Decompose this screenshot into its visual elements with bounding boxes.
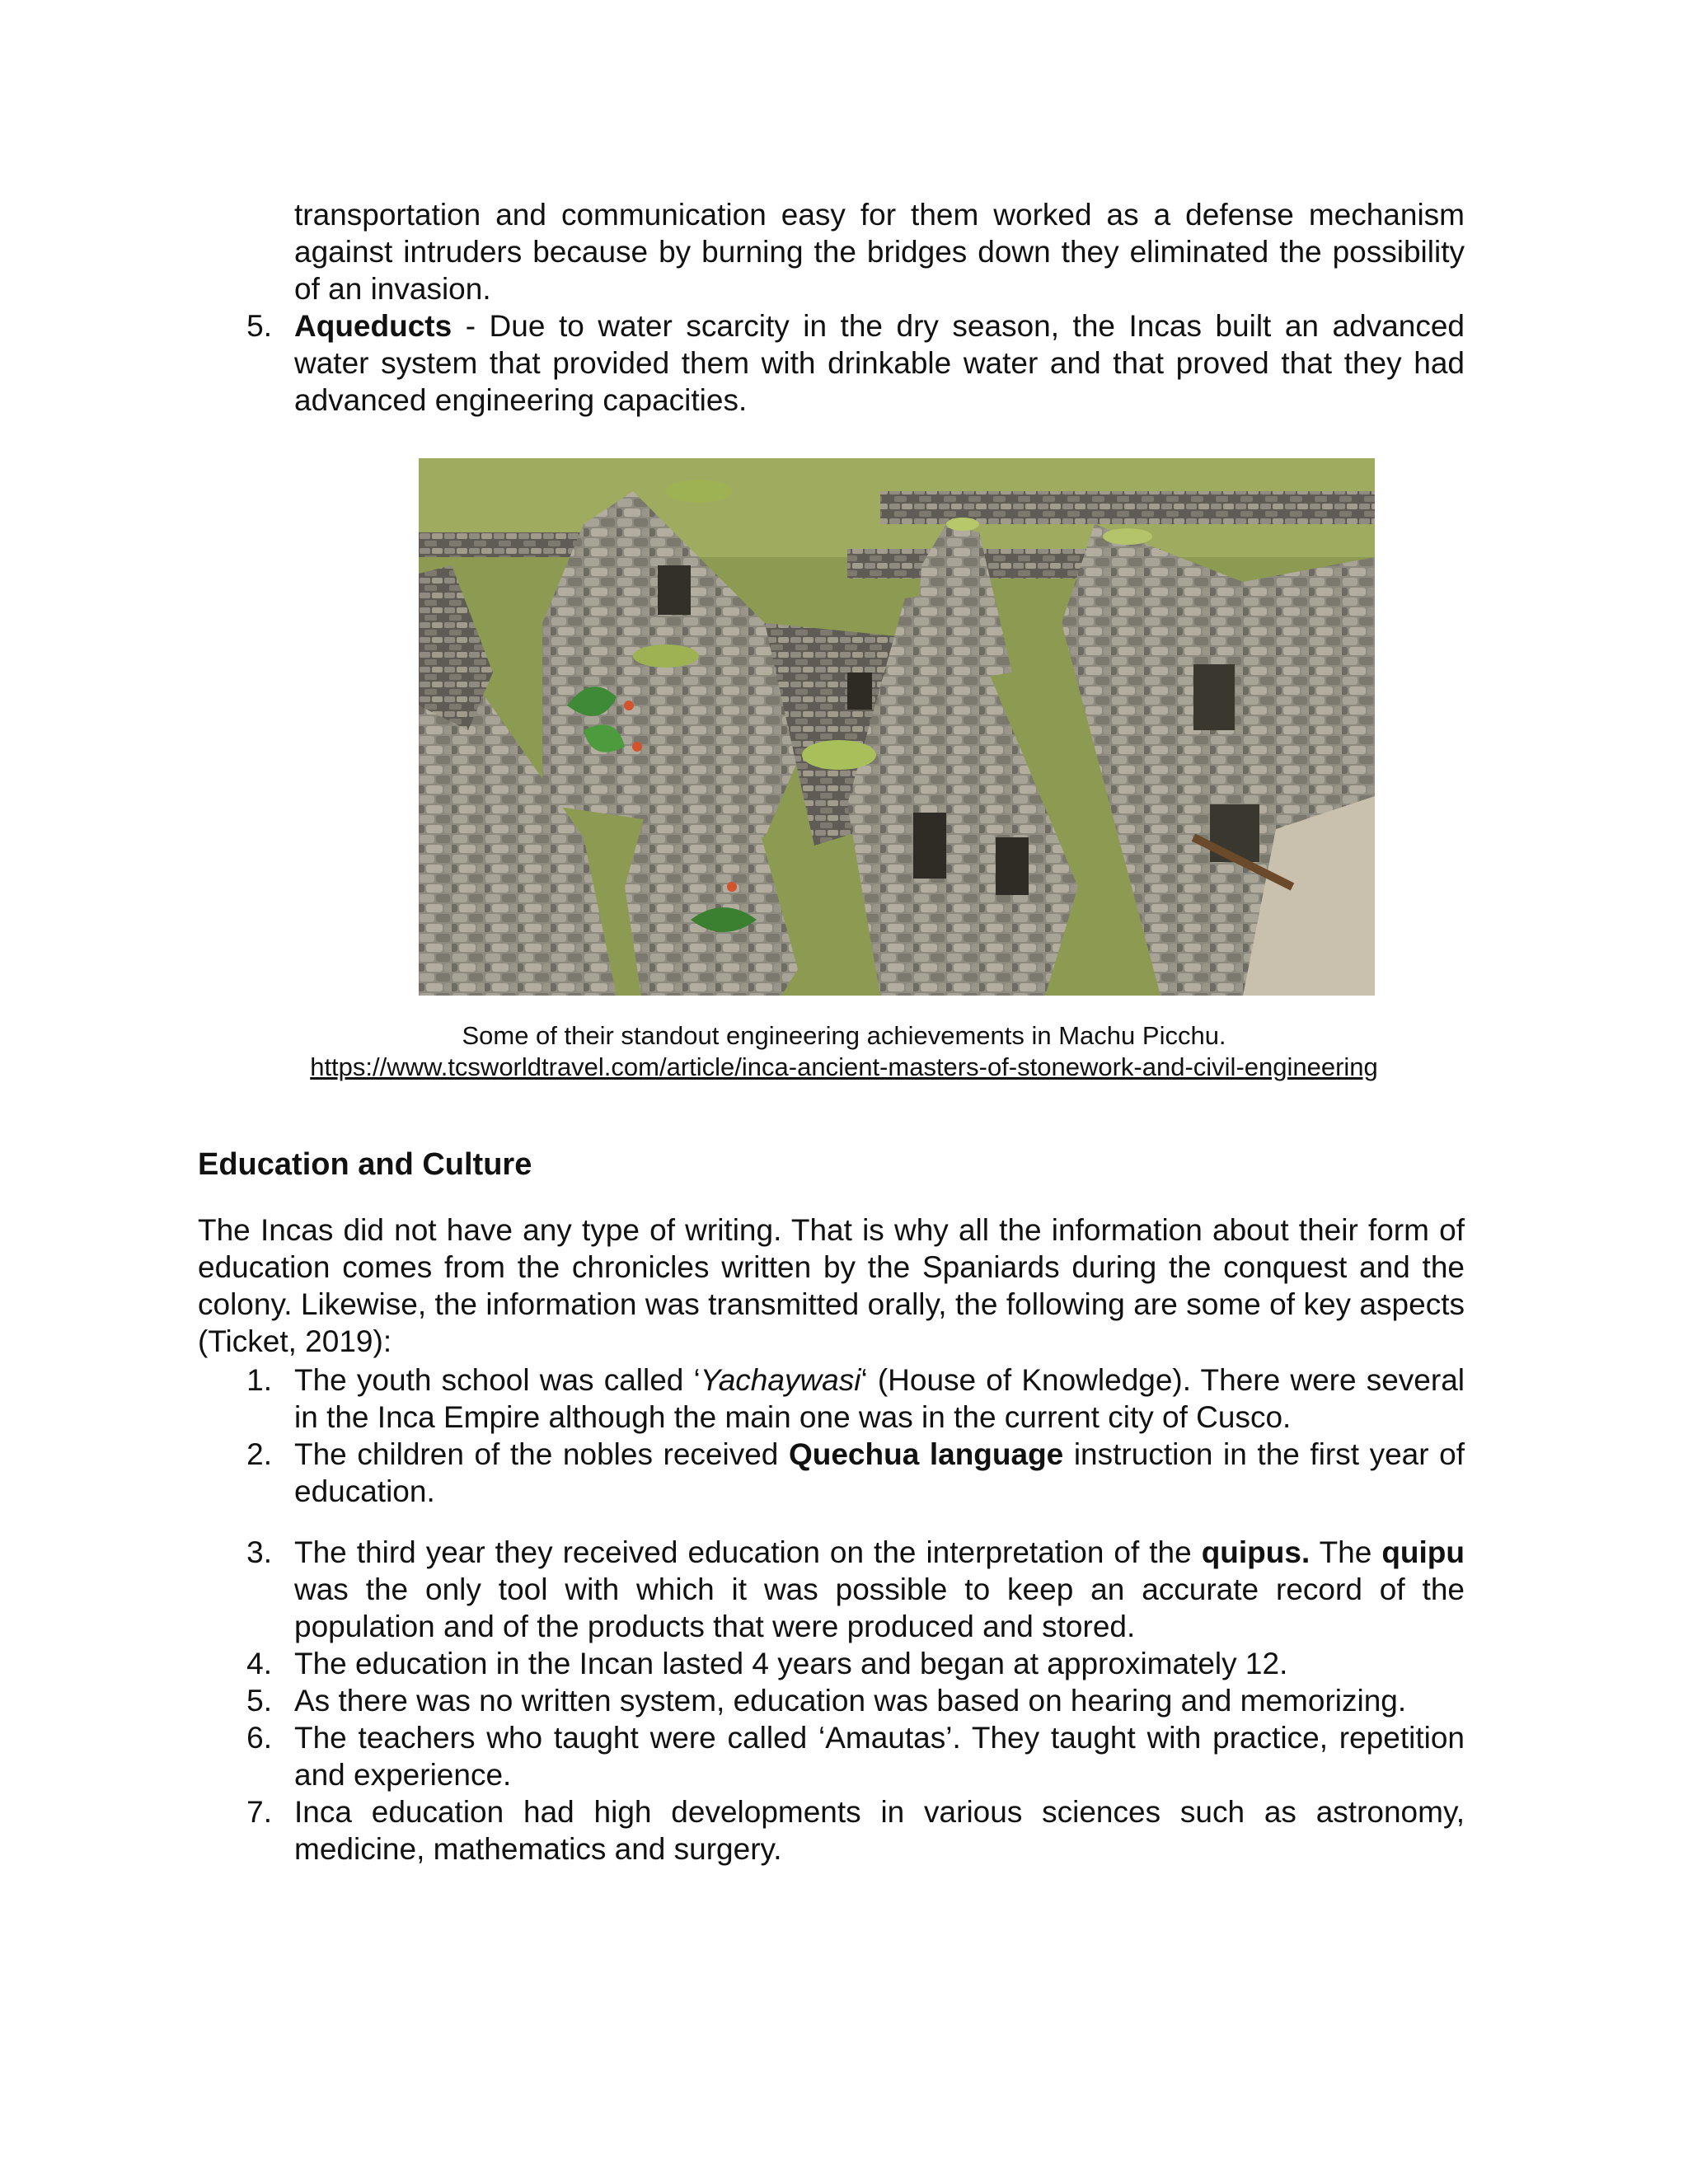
list-item: Inca education had high developments in various sciences such as astronomy, medicine, mathematics and surgery. xyxy=(294,1795,1465,1866)
list-number: 5. xyxy=(246,1684,272,1718)
quipu-term: quipu xyxy=(1381,1535,1465,1569)
figure-caption: Some of their standout engineering achievements in Machu Picchu. xyxy=(462,1021,1226,1050)
quechua-term: Quechua language xyxy=(788,1437,1064,1471)
list-number: 5. xyxy=(246,309,272,343)
source-link[interactable]: https://www.tcsworldtravel.com/article/inca-ancient-masters-of-stonework-and-civil-engineering xyxy=(310,1052,1378,1081)
list-item-text: The third year they received education on the interpretation of the xyxy=(294,1535,1202,1569)
list-item xyxy=(294,1436,1465,1510)
list-number: 6. xyxy=(246,1721,272,1755)
intro-continuation: transportation and communication easy for them worked as a defense mechanism against intruders because by burning the bridges down they eliminated the possibility of an invasion. xyxy=(294,198,1465,306)
list-number: 2. xyxy=(246,1437,272,1471)
list-item-text: was the only tool with which it was possible to keep an accurate record of the population and of the products that were produced and stored. xyxy=(294,1572,1465,1643)
yachaywasi-term: Yachaywasi xyxy=(700,1363,861,1397)
figure-source xyxy=(0,1052,1688,1083)
list-item-text: The children of the nobles received xyxy=(294,1437,789,1471)
list-number: 4. xyxy=(246,1647,272,1680)
photo-illustration xyxy=(419,458,1375,996)
list-item: The education in the Incan lasted 4 years and began at approximately 12. xyxy=(294,1647,1288,1680)
aqueducts-term: Aqueducts xyxy=(294,309,452,343)
list-item-text: instruction in the first year of education. xyxy=(294,1437,1465,1508)
aqueducts-text: - Due to water scarcity in the dry season, the Incas built an advanced water system that provided them with drinkable water and that proved that they had advanced engineering capacities. xyxy=(294,309,1465,417)
list-number: 1. xyxy=(246,1363,272,1397)
list-item-text: The xyxy=(1310,1535,1382,1569)
machu-picchu-photo xyxy=(419,458,1375,996)
list-item xyxy=(294,1534,1465,1645)
list-item-text: ‘ (House of Knowledge). There were several in the Inca Empire although the main one was in the current city of Cusco. xyxy=(294,1363,1465,1434)
list-number: 3. xyxy=(246,1535,272,1569)
list-number: 7. xyxy=(246,1795,272,1829)
quipus-term: quipus. xyxy=(1201,1535,1311,1569)
list-item: As there was no written system, education was based on hearing and memorizing. xyxy=(294,1684,1407,1718)
list-item-text: The youth school was called ‘ xyxy=(294,1363,701,1397)
section-paragraph: The Incas did not have any type of writing. That is why all the information about their form of education comes from the chronicles written by the Spaniards during the conquest and the colony. Likewise, the information was transmitted orally, the following are some of key aspects (Ticket, 2019): xyxy=(198,1213,1465,1358)
list-item xyxy=(294,1361,1465,1436)
section-heading: Education and Culture xyxy=(198,1147,532,1182)
aqueducts-item xyxy=(294,307,1465,419)
list-item: The teachers who taught were called ‘Amautas’. They taught with practice, repetition and experience. xyxy=(294,1721,1465,1792)
